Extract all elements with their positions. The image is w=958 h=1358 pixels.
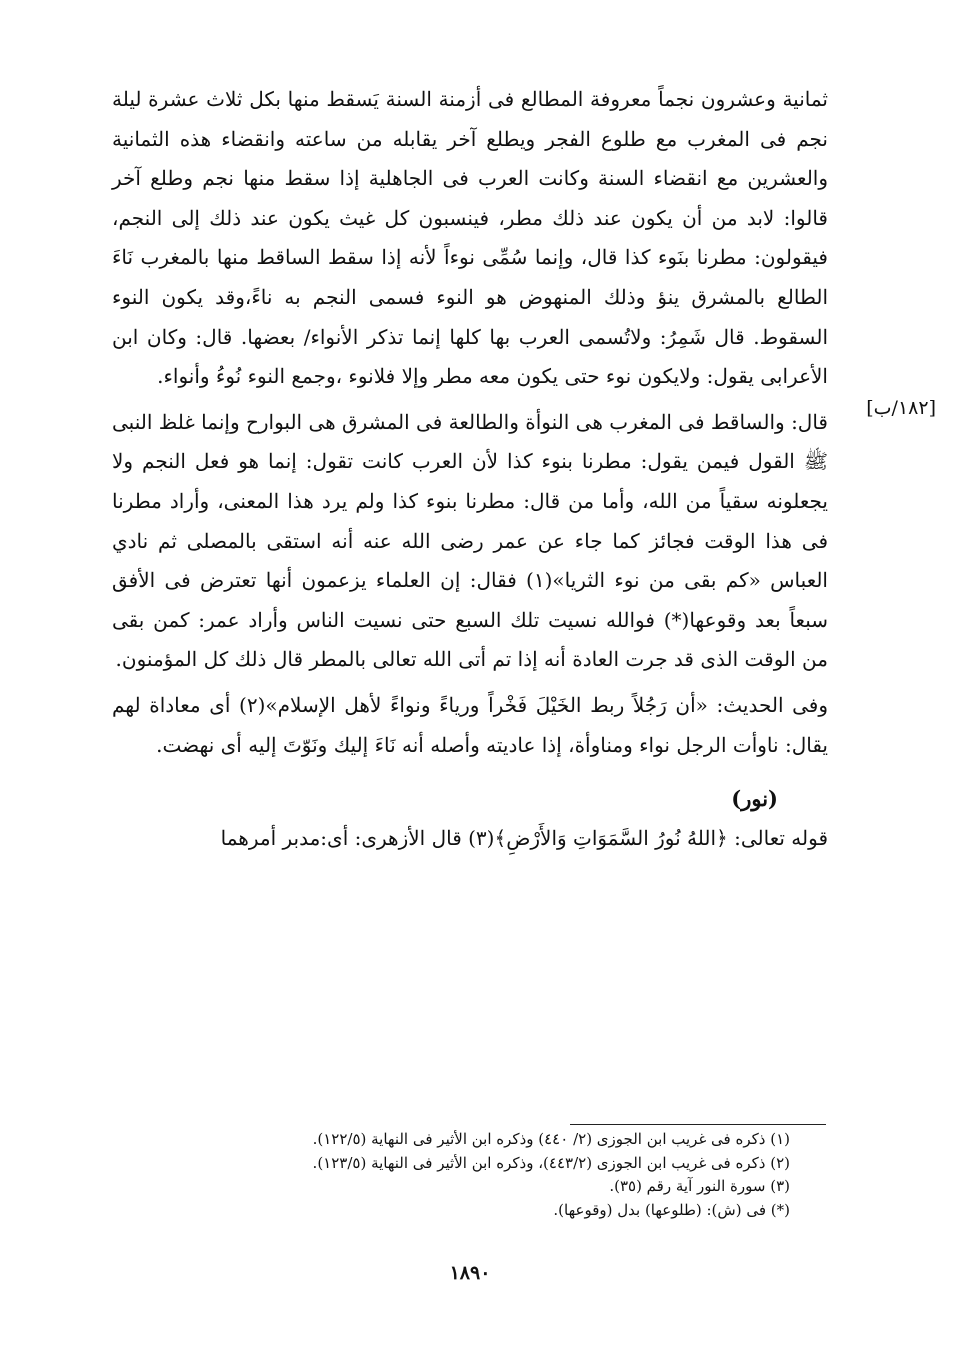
paragraph-1: ثمانية وعشرون نجماً معروفة المطالع فى أزمنة السنة يَسقط منها بكل ثلاث عشرة ليلة نجم فى المغرب مع طلوع الفجر ويطلع آخر يقابله من ساعته وانقضاء هذه الثمانية والعشرين مع انقضاء السنة وكانت العرب فى الجاهلية إذا سقط منها نجم وطلع آخر قالوا: لابد من أن يكون عند ذلك مطر، فينسبون كل غيث يكون عند ذلك إلى النجم، فيقولون: مطرنا بنَوء كذا قال، وإنما سُمِّى نوءاً لأنه إذا سقط الساقط منها بالمغرب نَاءَ الطالع بالمشرق ينؤ وذلك المنهوض هو النوء فسمى النجم به ناءً،وقد يكون النوء السقوط. قال شَمِرُ: ولاتُسمى العرب بها كلها إنما تذكر الأنواء/ بعضها. قال: وكان ابن الأعرابى يقول: ولايكون نوء حتى يكون معه مطر وإلا فلانوء ،وجمع النوء نُوءُ وأنواء. — [112, 87, 828, 389]
footnote-4: (*) فى (ش): (طلوعها) بدل (وقوعها). — [553, 1200, 790, 1219]
section-heading: (نور) — [731, 786, 778, 812]
folio-margin-note: [١٨٢/ب] — [866, 397, 936, 419]
footnote-2: (٢) ذكره فى غريب ابن الجوزى (٤٤٣/٢)، وذكره ابن الأثير فى النهاية (١٢٣/٥). — [312, 1153, 790, 1172]
paragraph-3: وفى الحديث: «أن رَجُلاً ربط الخَيْلَ فَخْراً ورياءً ونواءً لأهل الإسلام»(٢) أى معاداة لهم يقال: ناوأت الرجل نواء ومناوأة، إذا عاديته وأصله أنه نَاءَ إليك ونَوّتَ إليه أى نهضت. — [112, 692, 828, 757]
footnote-divider — [570, 1124, 826, 1125]
main-text — [112, 80, 828, 858]
paragraph-2: قال: والساقط فى المغرب هى النوأة والطالعة فى المشرق هى البوارح وإنما غلظ النبى ﷺ القول فيمن يقول: مطرنا بنوء كذا لأن العرب كانت تقول: إنما هو فعل النجم ولا يجعلونه سقياً من الله، وأما من قال: مطرنا بنوء كذا ولم يرد هذا المعنى، وأراد مطرنا فى هذا الوقت فجائز كما جاء عن عمر رضى الله عنه أنه استقى بالمصلى ثم نادي العباس «كم بقى من نوء الثريا»(١) فقال: إن العلماء يزعمون أنها تعترض فى الأفق سبعاً بعد وقوعها(*) فوالله نسيت تلك السبع حتى نسيت الناس وأراد عمر: كمن بقى من الوقت الذى قد جرت العادة أنه إذا تم أتى الله تعالى بالمطر قال ذلك كل المؤمنون. — [112, 409, 829, 672]
footnote-1: (١) ذكره فى غريب ابن الجوزى (٢/ ٤٤٠) وذكره ابن الأثير فى النهاية (١٢٢/٥). — [312, 1130, 790, 1148]
page-number: ١٨٩٠ — [449, 1262, 491, 1284]
paragraph-4: قوله تعالى: ﴿اللهُ نُورُ السَّمَوَاتِ وَالأَرْضِ﴾(٣) قال الأزهرى: أى:مدبر أمرهما — [220, 825, 828, 850]
footnotes — [300, 1128, 790, 1222]
footnote-3: (٣) سورة النور آية رقم (٣٥). — [609, 1177, 790, 1195]
